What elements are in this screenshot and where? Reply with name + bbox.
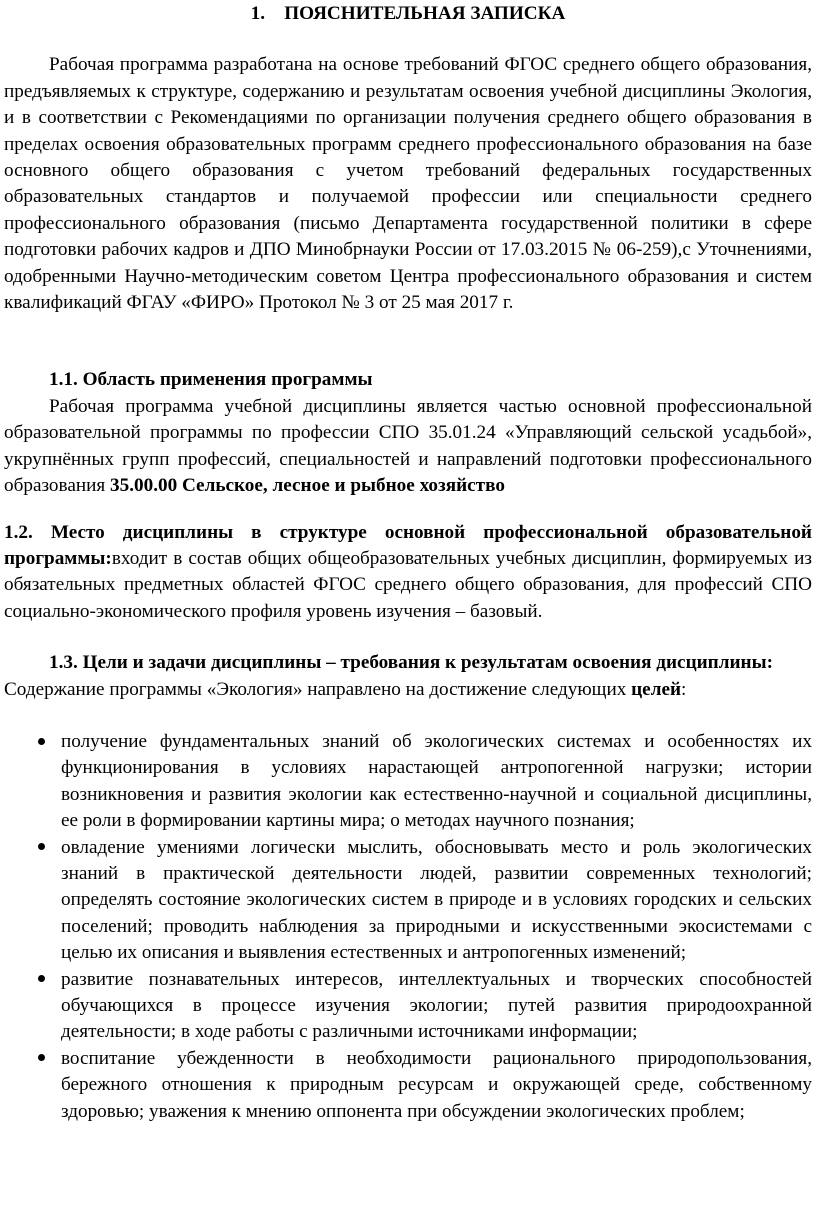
goals-list xyxy=(4,729,812,1125)
list-item xyxy=(4,729,812,835)
section-1-1-text: Рабочая программа учебной дисциплины является частью основной профессиональной образовательной программы по профессии СПО 35.01.24 «Управляющий сельской усадьбой», укрупнённых групп профессий, специальностей и направлений подготовки профессионального образования xyxy=(4,395,812,497)
section-1-2-paragraph xyxy=(4,520,812,626)
goal-text: воспитание убежденности в необходимости рационального природопользования, бережного отношения к природным ресурсам и окружающей среде, собственному здоровью; уважения к мнению оппонента при обсуждении экологических проблем; xyxy=(61,1047,812,1122)
section-1-3-heading: 1.3. Цели и задачи дисциплины – требования к результатам освоения дисциплины: xyxy=(49,652,773,674)
section-1-1-paragraph xyxy=(4,394,812,500)
section-1-1-heading: 1.1. Область применения программы xyxy=(49,369,373,391)
section-1-3-lead xyxy=(4,677,812,703)
list-item xyxy=(4,1046,812,1125)
list-item xyxy=(4,835,812,967)
goal-text: развитие познавательных интересов, интеллектуальных и творческих способностей обучающихся в процессе изучения экологии; путей развития природоохранной деятельности; в ходе работы с различными источниками информации; xyxy=(61,968,812,1043)
bullet-icon xyxy=(35,967,47,993)
section-1-3-lead-end: : xyxy=(681,678,687,700)
section-1-3-lead-bold: целей xyxy=(631,678,682,700)
section-1-3-lead-text: Содержание программы «Экология» направлено на достижение следующих xyxy=(4,678,632,700)
section-1-1-text-bold: 35.00.00 Сельское, лесное и рыбное хозяйство xyxy=(110,475,505,497)
goal-text: овладение умениями логически мыслить, обосновывать место и роль экологических знаний в практической деятельности людей, развитии современных технологий; определять состояние экологических систем в природе и в условиях городских и сельских поселений; проводить наблюдения за природными и искусственными экосистемами с целью их описания и выявления естественных и антропогенных изменений; xyxy=(61,836,812,964)
title-text: ПОЯСНИТЕЛЬНАЯ ЗАПИСКА xyxy=(284,3,566,24)
bullet-icon xyxy=(35,1046,47,1072)
goal-text: получение фундаментальных знаний об экологических системах и особенностях их функционирования в условиях нарастающей антропогенной нагрузки; истории возникновения и развития экологии как естественно-научной и социальной дисциплины, ее роли в формировании картины мира; о методах научного познания; xyxy=(61,730,812,832)
section-1-2-heading: 1.2. Место дисциплины в структуре основной профессиональной образовательной программы: xyxy=(4,521,812,569)
bullet-icon xyxy=(35,729,47,755)
bullet-icon xyxy=(35,835,47,861)
list-item xyxy=(4,967,812,1046)
intro-paragraph: Рабочая программа разработана на основе требований ФГОС среднего общего образования, предъявляемых к структуре, содержанию и результатам освоения учебной дисциплины Экология, и в соответствии с Рекомендациями по организации получения среднего общего образования в пределах освоения образовательных программ среднего профессионального образования на базе основного общего образования с учетом требований федеральных государственных образовательных стандартов и получаемой профессии или специальности среднего профессионального образования (письмо Департамента государственной политики в сфере подготовки рабочих кадров и ДПО Минобрнауки России от 17.03.2015 № 06-259),с Уточнениями, одобренными Научно-методическим советом Центра профессионального образования и систем квалификаций ФГАУ «ФИРО» Протокол № 3 от 25 мая 2017 г. xyxy=(4,54,812,314)
title-number: 1. xyxy=(250,3,265,24)
document-title xyxy=(4,0,812,27)
section-1-2-text: входит в состав общих общеобразовательных учебных дисциплин, формируемых из обязательных предметных областей ФГОС среднего общего образования, для профессий СПО социально-экономического профиля уровень изучения – базовый. xyxy=(4,547,812,622)
